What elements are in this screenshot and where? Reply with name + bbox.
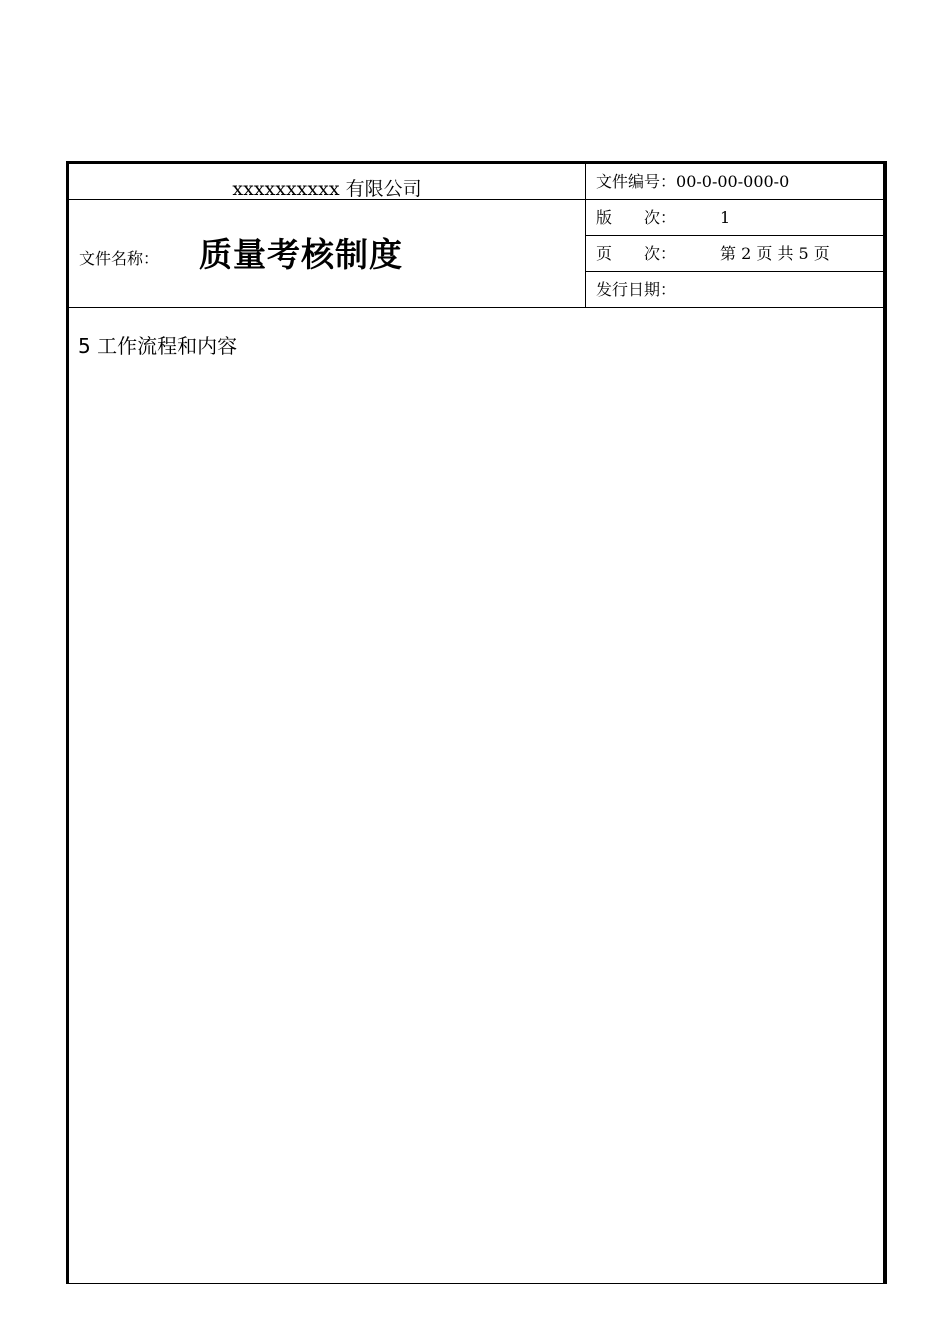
doc-name-label: 文件名称：	[79, 249, 160, 268]
doc-number-field	[596, 171, 789, 193]
doc-no-row-bottom-line	[585, 199, 883, 200]
page-row-bottom-line	[585, 271, 883, 272]
doc-number-value: 00-0-00-000-0	[676, 172, 790, 191]
page-label: 页 次：	[596, 244, 677, 263]
doc-number-label: 文件编号：	[596, 172, 677, 191]
version-value: 1	[720, 208, 731, 227]
version-row-bottom-line	[585, 235, 883, 236]
page-field	[596, 243, 830, 265]
version-label: 版 次：	[596, 208, 677, 227]
page-value: 第 2 页 共 5 页	[720, 244, 830, 263]
section-heading: 5 工作流程和内容	[78, 334, 238, 358]
document-frame	[66, 161, 887, 1284]
version-field	[596, 207, 731, 229]
issue-date-label: 发行日期：	[596, 280, 677, 299]
issue-date-field	[596, 279, 676, 301]
doc-title: 质量考核制度	[199, 235, 403, 274]
company-name: xxxxxxxxxx 有限公司	[232, 178, 422, 200]
header-bottom-line	[69, 307, 883, 308]
